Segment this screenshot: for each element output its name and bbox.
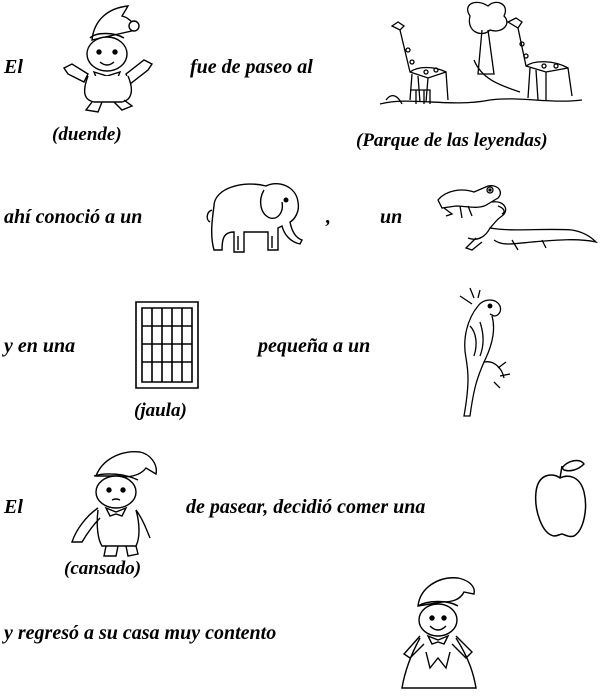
crocodile-icon (432, 176, 598, 268)
caption-jaula: (jaula) (134, 400, 187, 421)
caption-parque: (Parque de las leyendas) (356, 130, 548, 151)
text-y-regreso: y regresó a su casa muy contento (4, 622, 277, 644)
elephant-icon (204, 176, 306, 258)
word-un: un (380, 206, 403, 228)
parrot-icon (440, 286, 518, 420)
gnome-icon (52, 2, 162, 114)
word-el-2: El (4, 496, 23, 518)
cage-icon (132, 300, 204, 392)
tired-gnome-icon (66, 446, 166, 558)
text-ahi-conocio: ahí conoció a un (4, 206, 143, 228)
text-y-en-una: y en una (4, 335, 76, 357)
text-de-pasear: de pasear, decidió comer una (186, 496, 426, 518)
comma: , (326, 206, 331, 228)
text-pequena-a-un: pequeña a un (258, 335, 371, 357)
caption-duende: (duende) (52, 124, 122, 145)
apple-icon (530, 456, 590, 542)
text-fue-de-paseo: fue de paseo al (190, 56, 313, 78)
happy-gnome-icon (390, 572, 488, 694)
caption-cansado: (cansado) (64, 558, 142, 579)
giraffes-park-icon (370, 0, 592, 110)
word-el-1: El (4, 56, 23, 78)
